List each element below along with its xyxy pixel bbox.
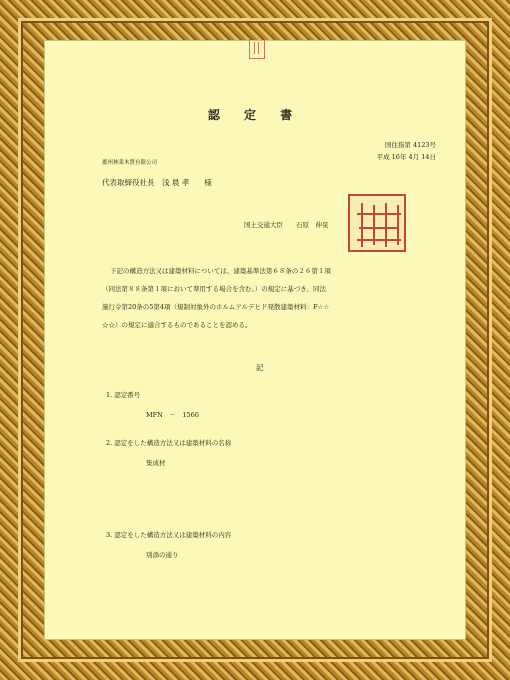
body-text-line-2: （同法第８８条第１項において準用する場合を含む。）の規定に基づき、同法 xyxy=(102,285,326,293)
item-3-label: 3. 認定をした構造方法又は建築材料の内容 xyxy=(106,531,232,539)
cert-date: 平成 16年 4月 14日 xyxy=(376,153,436,161)
ki-heading: 記 xyxy=(256,363,264,372)
recipient-name: 代表取締役社長 浅 晨 孝 様 xyxy=(102,178,212,187)
recipient-company: 郡州林業木質有限公司 xyxy=(102,160,158,166)
certificate-paper xyxy=(44,40,466,640)
certificate-title: 認 定 書 xyxy=(207,108,303,122)
official-seal xyxy=(348,194,406,252)
item-1-label: 1. 認定番号 xyxy=(106,391,141,399)
item-2-label: 2. 認定をした構造方法又は建築材料の名称 xyxy=(106,439,232,447)
top-stamp-mark xyxy=(249,38,265,59)
item-2-value: 集成材 xyxy=(146,459,166,467)
body-text-line-3: 施行令第20条の5第4項（規制対象外のホルムアルデヒド発散建築材料：F☆☆ xyxy=(102,303,330,311)
issuer-name: 国土交通大臣 石原 伸晃 xyxy=(244,221,329,229)
item-1-value: MFN － 1566 xyxy=(146,411,199,419)
item-3-value: 別添の通り xyxy=(146,551,179,559)
body-text-line-1: 下記の構造方法又は建築材料については、建築基準法第６８条の２６第１項 xyxy=(110,267,331,275)
body-text-line-4: ☆☆）の規定に適合するものであることを認める。 xyxy=(102,321,252,329)
cert-number: 国住指第 4123号 xyxy=(384,141,436,149)
